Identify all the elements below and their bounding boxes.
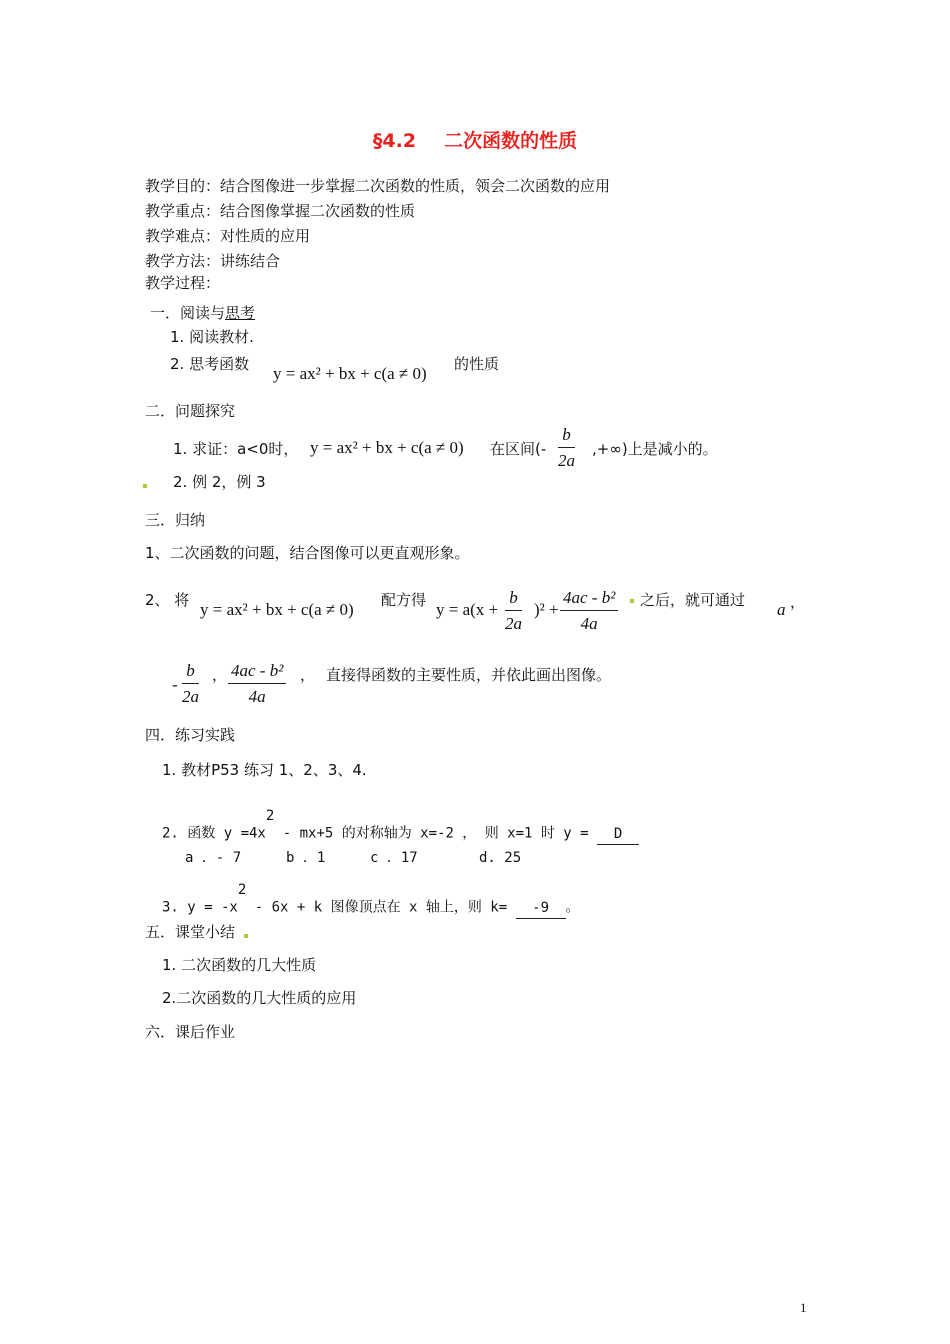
- part2-item1-mid: 在区间(-: [490, 440, 547, 458]
- part3-item1: 1、二次函数的问题，结合图像可以更直观形象。: [145, 544, 470, 562]
- part3-heading: 三．归纳: [145, 511, 206, 529]
- part2-item1-end: ,+∞)上是减小的。: [592, 440, 718, 458]
- part5-item1: 1. 二次函数的几大性质: [162, 956, 317, 974]
- teaching-focus: 教学重点：结合图像掌握二次函数的性质: [145, 202, 416, 220]
- marker-dot: [244, 934, 248, 938]
- part6-heading: 六．课后作业: [145, 1023, 236, 1041]
- part4-item3: 3. $y = -x^2 - 6x + k$ 图像顶点在 x 轴上，则 k= -9 。: [162, 892, 580, 919]
- option-c: c ．17: [370, 850, 418, 866]
- part2-heading: 二．问题探究: [145, 402, 236, 420]
- part2-item2: 2. 例 2，例 3: [173, 473, 266, 491]
- part4-item1: 1. 教材P53 练习 1、2、3、4.: [162, 761, 367, 779]
- page-title: [0, 126, 950, 153]
- part5-heading: 五．课堂小结: [145, 923, 236, 941]
- fraction-b-over-2a: $\frac{b}{2a}$: [558, 425, 575, 470]
- marker-dot: [143, 484, 147, 488]
- title-text: 二次函数的性质: [444, 130, 578, 152]
- page-number: 1: [800, 1300, 807, 1315]
- part1-item2-prefix: 2. 思考函数: [170, 355, 250, 373]
- part2-item1-prefix: 1. 求证：a<0时，: [173, 440, 299, 458]
- option-a: a ．- 7: [185, 850, 242, 866]
- part3-item2-mid: 配方得: [381, 591, 427, 609]
- marker-dot: [630, 599, 634, 603]
- part1-item2-suffix: 的性质: [454, 355, 500, 373]
- minus-sign: -: [172, 675, 178, 694]
- option-b: b ．1: [286, 850, 326, 866]
- teaching-method: 教学方法：讲练结合: [145, 252, 281, 270]
- section-number: §4.2: [372, 130, 417, 152]
- option-d: d. 25: [479, 850, 522, 866]
- part4-item2: 2. 函数 $y =4x^2 - mx+5$ 的对称轴为 x=-2 ， 则 x=1 时 y = D: [162, 818, 639, 845]
- part3-item2-prefix: 2、 将: [145, 591, 190, 609]
- vertex-fraction-b-2a: $\frac{b}{2a}$: [505, 588, 522, 633]
- part1-item1: 1. 阅读教材.: [170, 328, 254, 346]
- teaching-difficulty: 教学难点：对性质的应用: [145, 227, 311, 245]
- part1-heading: 一．阅读与思考: [150, 304, 256, 322]
- teaching-goal: 教学目的：结合图像进一步掌握二次函数的性质，领会二次函数的应用: [145, 177, 611, 195]
- comma: ，: [300, 666, 316, 684]
- part3-item2-after: 之后，就可通过: [640, 591, 746, 609]
- vertex-form-mid: )² +: [534, 600, 559, 619]
- part4-heading: 四．练习实践: [145, 726, 236, 744]
- answer-blank: D: [597, 824, 639, 845]
- teaching-process: 教学过程：: [145, 274, 221, 292]
- part1-heading-underlined: 思考: [225, 304, 256, 322]
- quadratic-function-formula: y = ax² + bx + c(a ≠ 0): [273, 364, 427, 383]
- part3-item2-line2: 直接得函数的主要性质，并依此画出图像。: [326, 666, 612, 684]
- part5-item2: 2.二次函数的几大性质的应用: [162, 989, 357, 1007]
- quadratic-function-formula-3: y = ax² + bx + c(a ≠ 0): [200, 600, 354, 619]
- fraction-disc-4a-line2: $\frac{\text{4ac - b²}}{4a}$: [228, 661, 286, 707]
- comma: ，: [212, 666, 228, 684]
- quadratic-function-formula-2: y = ax² + bx + c(a ≠ 0): [310, 438, 464, 457]
- vertex-fraction-disc-4a: $\frac{\text{4ac - b²}}{4a}$: [560, 588, 618, 634]
- param-a: a: [777, 600, 786, 619]
- vertex-form-prefix: y = a(x +: [436, 600, 499, 619]
- comma: ，: [790, 593, 806, 611]
- answer-blank: -9: [516, 898, 566, 919]
- fraction-b-2a-line2: $\frac{b}{2a}$: [182, 661, 199, 706]
